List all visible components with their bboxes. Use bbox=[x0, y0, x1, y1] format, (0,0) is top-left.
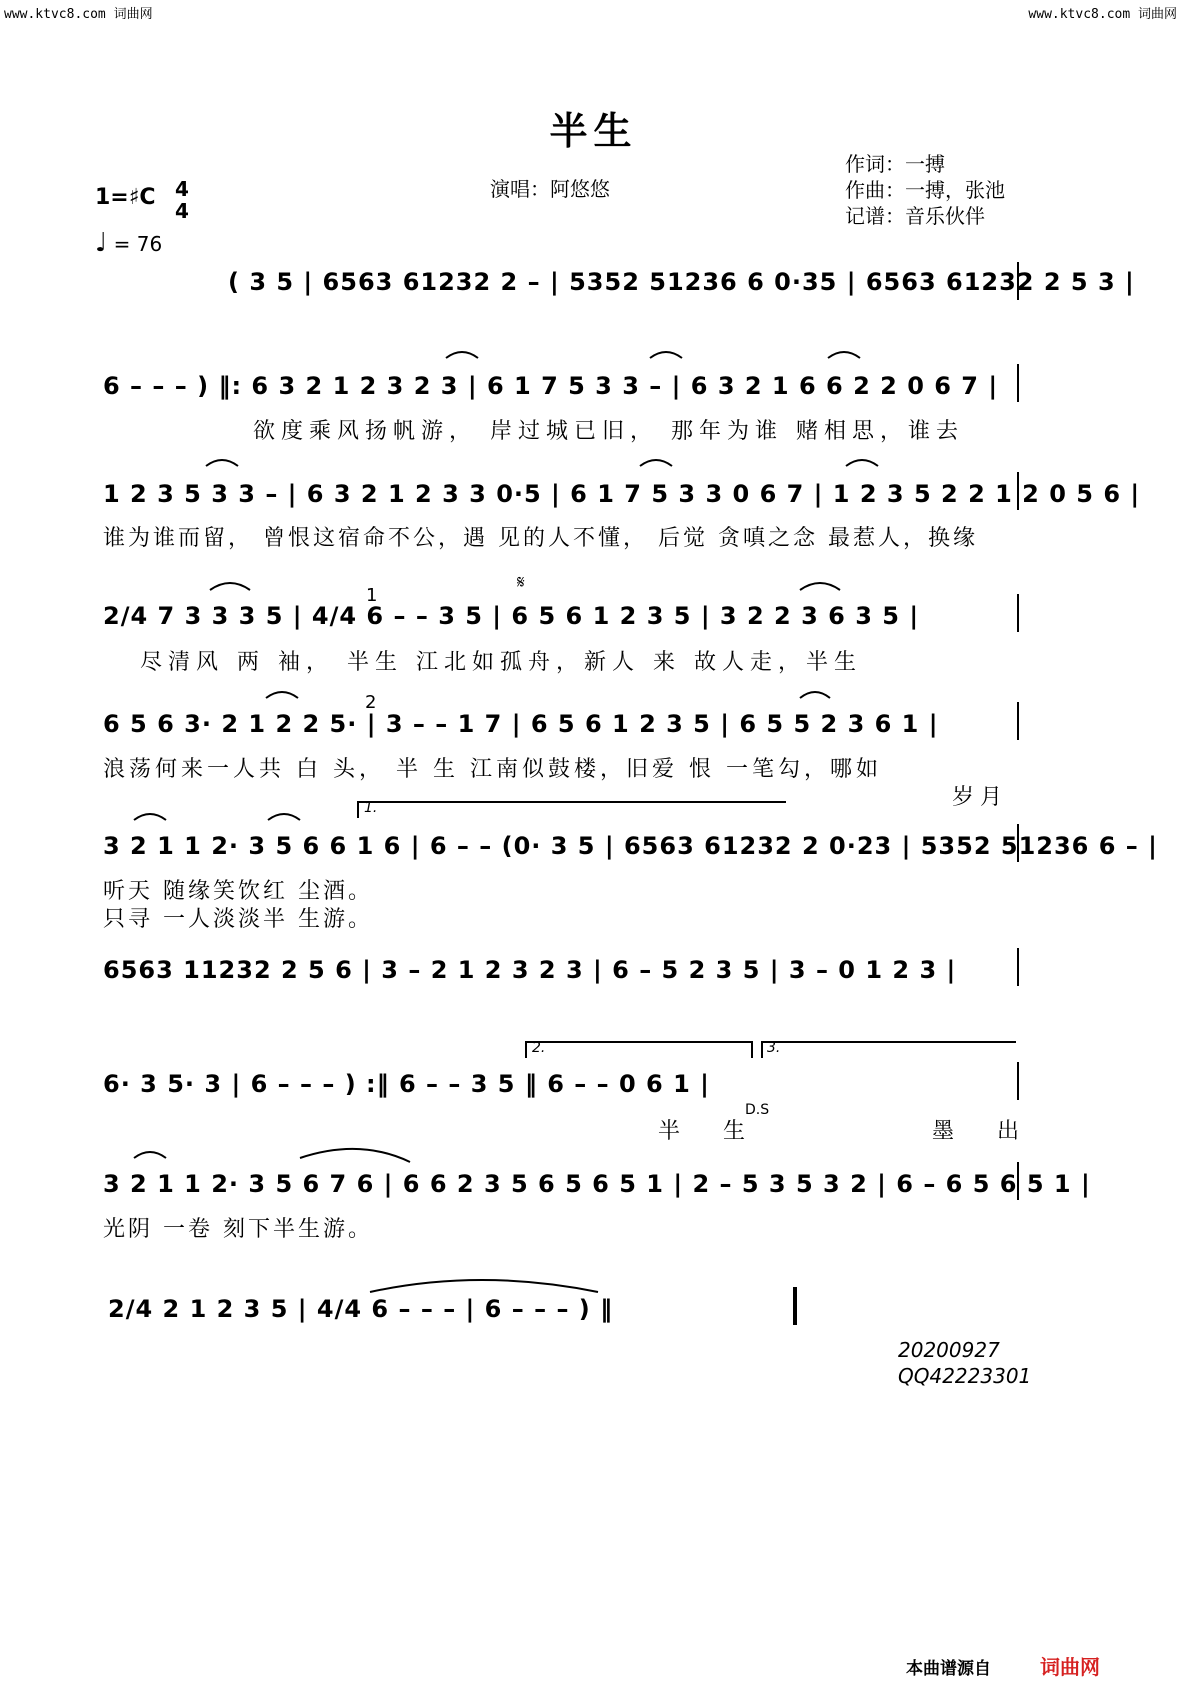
key-signature: 1=♯C bbox=[95, 185, 156, 210]
lyric-row-8: 半 生 bbox=[658, 1119, 763, 1144]
staff-row-7: 6563 11232 2 5 6 | 3 – 2 1 2 3 2 3 | 6 – 5 2 3 5 | 3 – 0 1 2 3 | bbox=[103, 956, 957, 984]
dal-segno-mark: D.S bbox=[745, 1102, 770, 1118]
lyric-row-2: 欲度乘风扬帆游， 岸过城已旧， 那年为谁 赌相思，谁去 bbox=[253, 419, 964, 444]
lyric-row-3: 谁为谁而留， 曾恨这宿命不公，遇 见的人不懂， 后觉 贪嗔之念 最惹人，换缘 bbox=[103, 526, 978, 551]
lyric-row-5-b: 岁月 bbox=[952, 785, 1009, 810]
staff-row-5: 6 5 6 3· 2 1 2 2 5· | 3 – – 1 7 | 6 5 6 1 2 3 5 | 6 5 5 2 3 6 1 | bbox=[103, 710, 939, 738]
volta-1-label: 1. bbox=[364, 800, 378, 816]
time-bottom: 4 bbox=[175, 199, 189, 223]
time-top: 4 bbox=[175, 177, 189, 201]
lyric-row-5: 浪荡何来一人共 白 头， 半 生 江南似鼓楼，旧爱 恨 一笔勾，哪如 bbox=[103, 757, 882, 782]
staff-row-3: 1 2 3 5 3 3 – | 6 3 2 1 2 3 3 0·5 | 6 1 7 5 3 3 0 6 7 | 1 2 3 5 2 2 1 2 0 5 6 | bbox=[103, 480, 1141, 508]
staff-row-4: 2/4 7 3 3 3 5 | 4/4 6 – – 3 5 | 6 5 6 1 2 3 5 | 3 2 2 3 6 3 5 | bbox=[103, 602, 920, 630]
segno-icon: 𝄋 bbox=[517, 572, 525, 593]
staff-row-1: ( 3 5 | 6563 61232 2 – | 5352 51236 6 0·35 | 6563 61232 2 5 3 | bbox=[228, 268, 1135, 296]
singer-credit: 演唱：阿悠悠 bbox=[490, 177, 610, 201]
volta-3-label: 3. bbox=[767, 1040, 781, 1056]
composer-credit: 作曲：一搏，张池 bbox=[845, 178, 1005, 202]
staff-row-2: 6 – – – ) ‖: 6 3 2 1 2 3 2 3 | 6 1 7 5 3 3 – | 6 3 2 1 6 6 2 2 0 6 7 | bbox=[103, 372, 999, 400]
staff-row-9: 3 2 1 1 2· 3 5 6 7 6 | 6 6 2 3 5 6 5 6 5 1 | 2 – 5 3 5 3 2 | 6 – 6 5 6 5 1 | bbox=[103, 1170, 1091, 1198]
staff-row-6: 3 2 1 1 2· 3 5 6 6 1 6 | 6 – – (0· 3 5 | 6563 61232 2 0·23 | 5352 51236 6 – | bbox=[103, 832, 1158, 860]
date-stamp: 20200927 bbox=[898, 1338, 1000, 1362]
first-ending-mark: 1 bbox=[366, 585, 378, 606]
lyric-row-8-b: 墨 出 bbox=[932, 1119, 1037, 1144]
tempo-value: = 76 bbox=[113, 232, 163, 256]
footer-logo: 词曲网 bbox=[1040, 1655, 1100, 1679]
song-title: 半生 bbox=[549, 108, 638, 153]
volta-2-label: 2. bbox=[532, 1040, 546, 1056]
staff-row-8: 6· 3 5· 3 | 6 – – – ) :‖ 6 – – 3 5 ‖ 6 – – 0 6 1 | bbox=[103, 1070, 710, 1098]
transcriber-credit: 记谱：音乐伙伴 bbox=[845, 204, 985, 228]
second-ending-mark: 2 bbox=[365, 692, 377, 713]
quarter-note-icon: ♩ bbox=[95, 228, 108, 258]
lyric-row-6: 听天 随缘笑饮红 尘酒。 bbox=[103, 879, 373, 904]
qq-number: QQ42223301 bbox=[898, 1364, 1032, 1388]
lyric-row-6-b: 只寻 一人淡淡半 生游。 bbox=[103, 907, 373, 932]
watermark-right: www.ktvc8.com 词曲网 bbox=[1028, 7, 1177, 22]
lyric-row-4: 尽清风 两 袖， 半生 江北如孤舟，新人 来 故人走，半生 bbox=[140, 650, 862, 675]
lyric-row-9: 光阴 一卷 刻下半生游。 bbox=[103, 1217, 373, 1242]
footer-source: 本曲谱源自 bbox=[906, 1659, 991, 1679]
staff-row-10: 2/4 2 1 2 3 5 | 4/4 6 – – – | 6 – – – ) ‖ bbox=[108, 1295, 614, 1323]
lyricist-credit: 作词：一搏 bbox=[845, 152, 945, 176]
watermark-left: www.ktvc8.com 词曲网 bbox=[4, 7, 153, 22]
